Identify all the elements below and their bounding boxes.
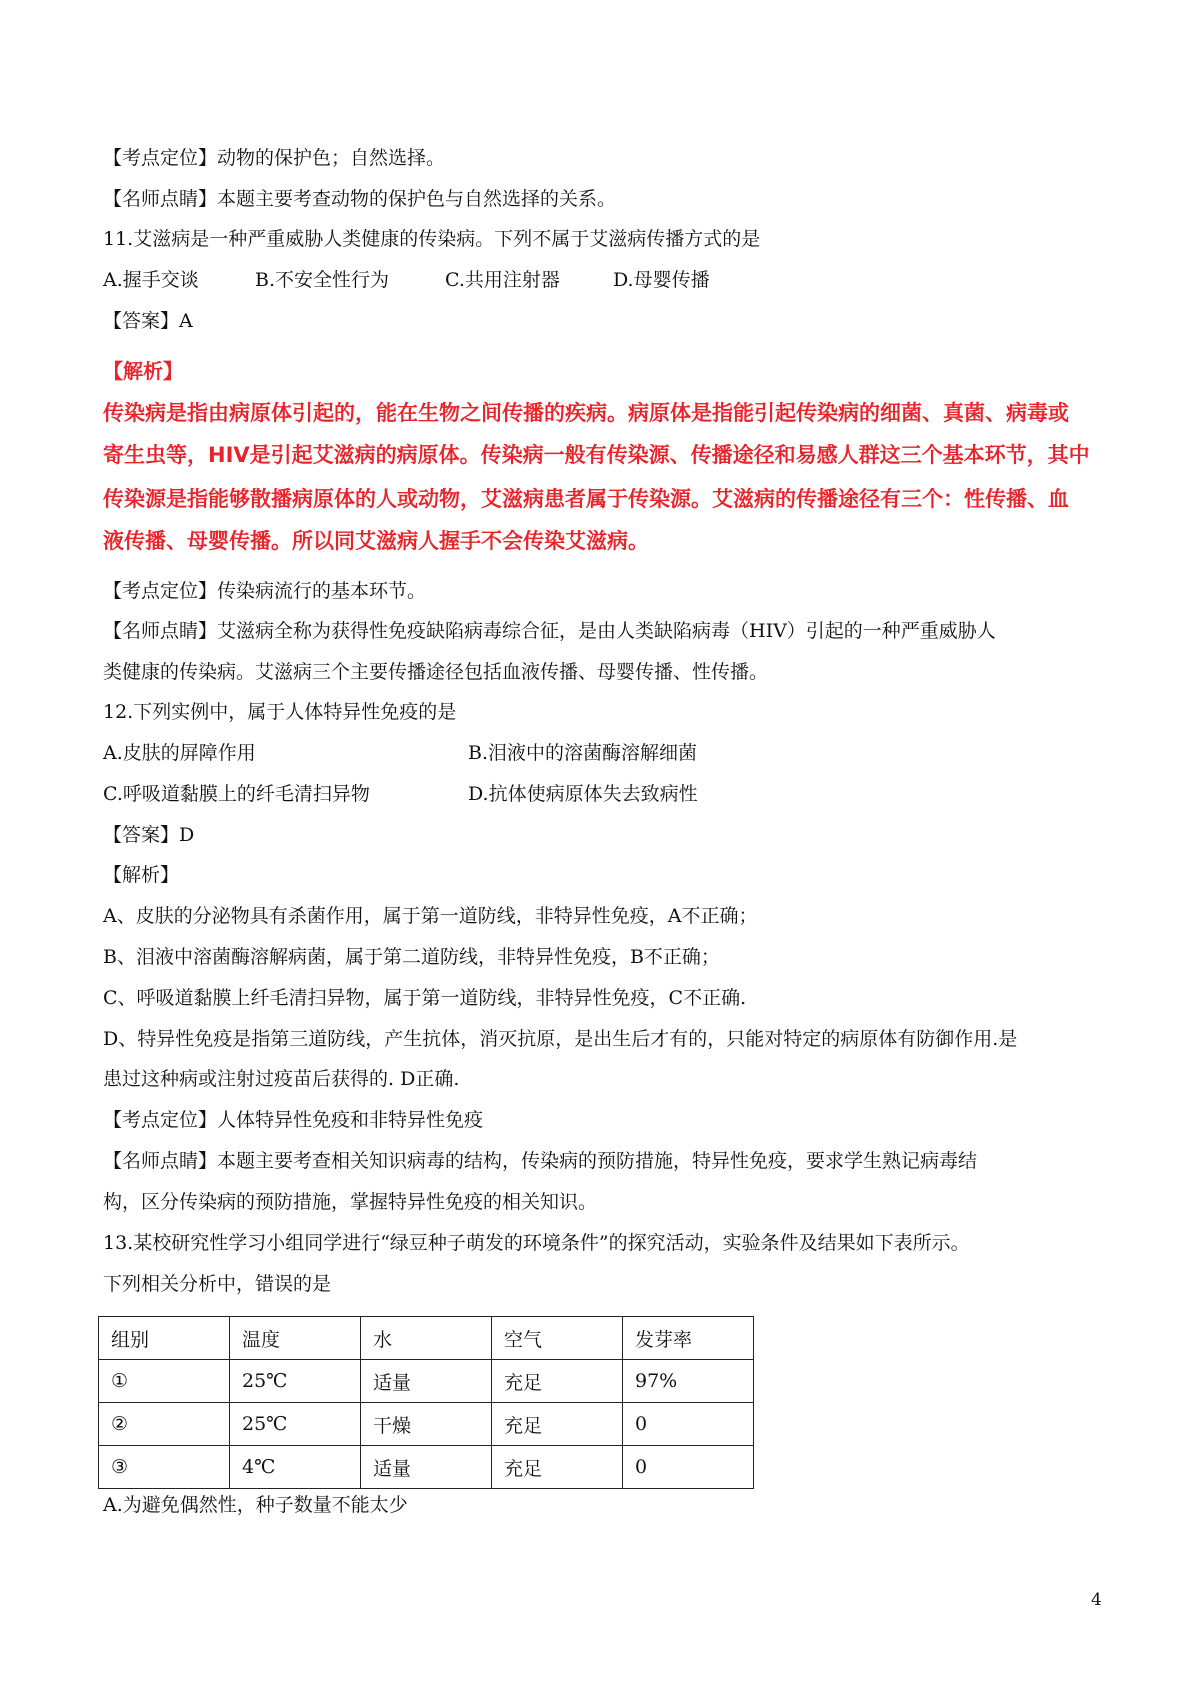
table-cell: 4℃ (230, 1446, 361, 1489)
table-cell: 25℃ (230, 1403, 361, 1446)
table-cell: ① (99, 1360, 230, 1403)
q12-kaodian: 【考点定位】人体特异性免疫和非特异性免疫 (103, 1109, 484, 1131)
table-cell: 充足 (492, 1403, 623, 1446)
table-header-row (99, 1317, 754, 1360)
q12-analysis-head: 【解析】 (103, 864, 180, 886)
table-cell: 0 (623, 1446, 754, 1489)
q12-analysis-line: C、呼吸道黏膜上纤毛清扫异物，属于第一道防线，非特异性免疫，C不正确. (103, 987, 747, 1009)
kaodian-prev: 【考点定位】动物的保护色；自然选择。 (103, 147, 446, 169)
q11-analysis-line: 传染源是指能够散播病原体的人或动物，艾滋病患者属于传染源。艾滋病的传播途径有三个：性传播、血 (103, 487, 1069, 511)
q11-dianjing-line: 【名师点睛】艾滋病全称为获得性免疫缺陷病毒综合征，是由人类缺陷病毒（HIV）引起的一种严重威胁人 (103, 620, 996, 642)
table-cell: 适量 (361, 1446, 492, 1489)
page-number: 4 (1091, 1590, 1102, 1610)
q11-option-d: D.母婴传播 (613, 269, 710, 291)
table-header-cell: 发芽率 (623, 1317, 754, 1360)
q11-option-a: A.握手交谈 (103, 269, 199, 291)
table-row (99, 1403, 754, 1446)
table-row (99, 1446, 754, 1489)
q11-analysis-line: 传染病是指由病原体引起的，能在生物之间传播的疾病。病原体是指能引起传染病的细菌、真菌、病毒或 (103, 401, 1069, 425)
table-row (99, 1360, 754, 1403)
q11-option-c: C.共用注射器 (445, 269, 560, 291)
table-cell: ③ (99, 1446, 230, 1489)
q12-question: 12.下列实例中，属于人体特异性免疫的是 (103, 701, 457, 723)
table-cell: 0 (623, 1403, 754, 1446)
table-cell: 充足 (492, 1446, 623, 1489)
q13-option-a: A.为避免偶然性，种子数量不能太少 (103, 1494, 408, 1516)
table-cell: 适量 (361, 1360, 492, 1403)
q12-analysis-line: B、泪液中溶菌酶溶解病菌，属于第二道防线，非特异性免疫，B不正确； (103, 946, 720, 968)
q11-analysis-line: 液传播、母婴传播。所以同艾滋病人握手不会传染艾滋病。 (103, 529, 649, 553)
q11-question: 11.艾滋病是一种严重威胁人类健康的传染病。下列不属于艾滋病传播方式的是 (103, 228, 761, 250)
q12-option-c: C.呼吸道黏膜上的纤毛清扫异物 (103, 783, 370, 805)
table-cell: ② (99, 1403, 230, 1446)
table-cell: 干燥 (361, 1403, 492, 1446)
dianjing-prev: 【名师点睛】本题主要考查动物的保护色与自然选择的关系。 (103, 188, 617, 210)
q11-option-b: B.不安全性行为 (255, 269, 390, 291)
q12-analysis-line: A、皮肤的分泌物具有杀菌作用，属于第一道防线，非特异性免疫，A不正确； (103, 905, 758, 927)
q11-answer: 【答案】A (103, 310, 193, 332)
germination-table (98, 1316, 754, 1489)
q12-dianjing-line: 构，区分传染病的预防措施，掌握特异性免疫的相关知识。 (103, 1191, 598, 1213)
table-cell: 25℃ (230, 1360, 361, 1403)
table-header-cell: 空气 (492, 1317, 623, 1360)
q13-question-line: 13.某校研究性学习小组同学进行“绿豆种子萌发的环境条件”的探究活动，实验条件及结果如下表所示。 (103, 1232, 970, 1254)
table-cell: 97% (623, 1360, 754, 1403)
q11-analysis-head: 【解析】 (103, 359, 183, 383)
table-header-cell: 水 (361, 1317, 492, 1360)
q11-dianjing-line: 类健康的传染病。艾滋病三个主要传播途径包括血液传播、母婴传播、性传播。 (103, 661, 769, 683)
table-cell: 充足 (492, 1360, 623, 1403)
q12-analysis-line: 患过这种病或注射过疫苗后获得的. D正确. (103, 1068, 460, 1090)
q12-option-b: B.泪液中的溶菌酶溶解细菌 (468, 742, 698, 764)
table-header-cell: 组别 (99, 1317, 230, 1360)
q12-answer: 【答案】D (103, 824, 195, 846)
q11-analysis-line: 寄生虫等，HIV是引起艾滋病的病原体。传染病一般有传染源、传播途径和易感人群这三个基本环节，其中 (103, 443, 1090, 467)
q11-kaodian: 【考点定位】传染病流行的基本环节。 (103, 580, 427, 602)
table-header-cell: 温度 (230, 1317, 361, 1360)
q12-dianjing-line: 【名师点睛】本题主要考查相关知识病毒的结构，传染病的预防措施，特异性免疫，要求学生熟记病毒结 (103, 1150, 978, 1172)
q12-option-a: A.皮肤的屏障作用 (103, 742, 256, 764)
q12-option-d: D.抗体使病原体失去致病性 (468, 783, 698, 805)
q13-question-line: 下列相关分析中，错误的是 (103, 1273, 332, 1295)
q12-analysis-line: D、特异性免疫是指第三道防线，产生抗体，消灭抗原，是出生后才有的，只能对特定的病原体有防御作用.是 (103, 1028, 1018, 1050)
